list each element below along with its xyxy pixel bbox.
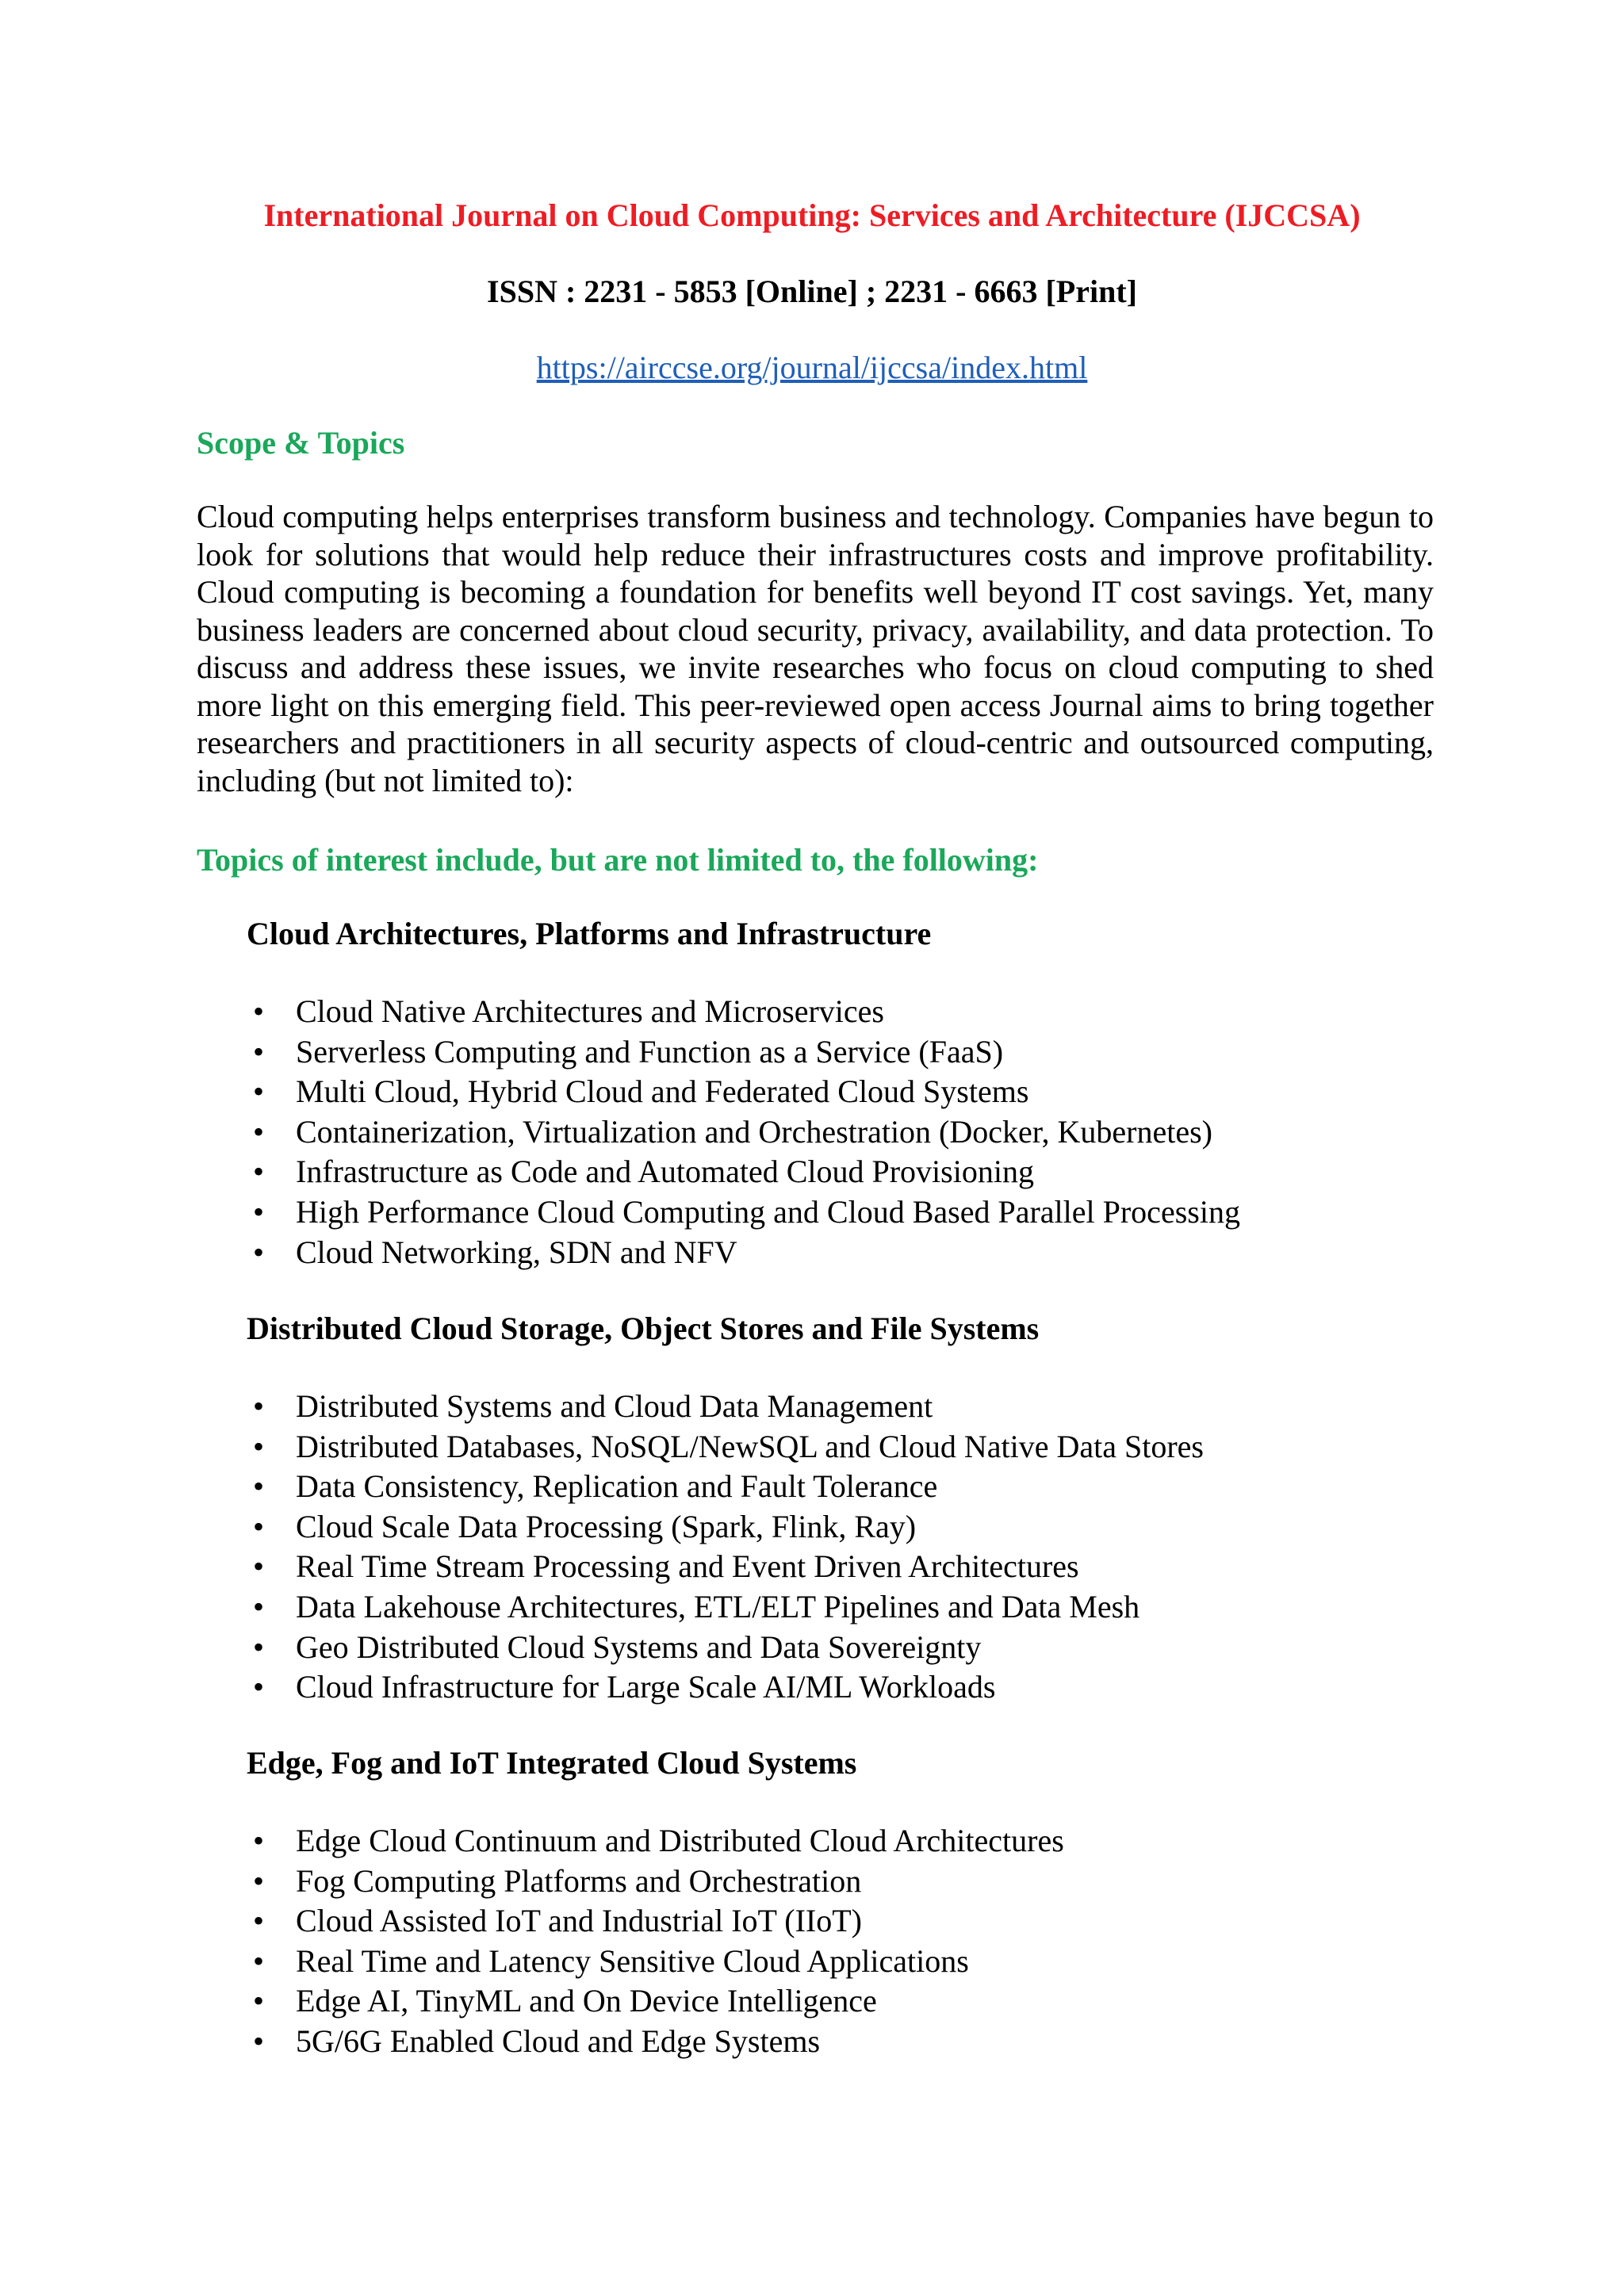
list-item-text: Data Consistency, Replication and Fault Tolerance (296, 1468, 938, 1505)
list-item-text: Real Time and Latency Sensitive Cloud Applications (296, 1942, 969, 1979)
list-item-text: Cloud Networking, SDN and NFV (296, 1234, 737, 1270)
bullet-icon: • (253, 1942, 265, 1979)
topic-list-architectures (247, 992, 1240, 1272)
bullet-icon: • (253, 2022, 265, 2059)
bullet-icon: • (253, 1234, 265, 1270)
list-item (247, 1032, 1240, 1073)
bullet-icon: • (253, 1388, 265, 1424)
list-item-text: Containerization, Virtualization and Orchestration (Docker, Kubernetes) (296, 1113, 1212, 1150)
list-item (247, 1427, 1204, 1468)
topic-list-storage (247, 1387, 1204, 1708)
list-item-text: Distributed Systems and Cloud Data Management (296, 1388, 933, 1424)
list-item (247, 1387, 1204, 1427)
list-item-text: Distributed Databases, NoSQL/NewSQL and Cloud Native Data Stores (296, 1428, 1204, 1464)
list-item (247, 1152, 1240, 1192)
bullet-icon: • (253, 1548, 265, 1585)
list-item (247, 1667, 1204, 1708)
topics-heading: Topics of interest include, but are not limited to, the following: (197, 842, 1039, 878)
scope-heading: Scope & Topics (197, 425, 405, 461)
list-item-text: Edge Cloud Continuum and Distributed Cloud Architectures (296, 1823, 1064, 1858)
bullet-icon: • (253, 1508, 265, 1544)
list-item-text: Data Lakehouse Architectures, ETL/ELT Pipelines and Data Mesh (296, 1588, 1140, 1624)
bullet-icon: • (253, 1669, 265, 1705)
scope-paragraph: Cloud computing helps enterprises transform business and technology. Companies have begun to look for solutions that would help reduce their infrastructures costs and improve profitability. Cloud computing is becoming a foundation for benefits well beyond IT cost savings. Yet, many business leaders are concerned about cloud security, privacy, availability, and data protection. To discuss and address these issues, we invite researches who focus on cloud computing to shed more light on this emerging field. This peer-reviewed open access Journal aims to bring together researchers and practitioners in all security aspects of cloud-centric and outsourced computing, including (but not limited to): (197, 499, 1434, 798)
topic-list-edge (247, 1821, 1064, 2062)
bullet-icon: • (253, 993, 265, 1029)
list-item (247, 1467, 1204, 1507)
bullet-icon: • (253, 1468, 265, 1505)
bullet-icon: • (253, 1628, 265, 1665)
list-item (247, 1942, 1064, 1982)
list-item (247, 1587, 1204, 1628)
list-item (247, 1192, 1240, 1233)
section-heading-storage: Distributed Cloud Storage, Object Stores and File Systems (247, 1311, 1040, 1346)
list-item (247, 992, 1240, 1032)
list-item (247, 1981, 1064, 2022)
list-item-text: 5G/6G Enabled Cloud and Edge Systems (296, 2022, 821, 2059)
bullet-icon: • (253, 1154, 265, 1190)
bullet-icon: • (253, 1823, 265, 1858)
list-item-text: Infrastructure as Code and Automated Cloud Provisioning (296, 1154, 1034, 1190)
list-item (247, 1072, 1240, 1112)
bullet-icon: • (253, 1113, 265, 1150)
section-heading-architectures: Cloud Architectures, Platforms and Infrastructure (247, 916, 932, 951)
bullet-icon: • (253, 1588, 265, 1624)
list-item-text: Edge AI, TinyML and On Device Intelligence (296, 1983, 877, 2019)
issn-line: ISSN : 2231 - 5853 [Online] ; 2231 - 6663 [Print] (487, 274, 1137, 309)
list-item (247, 1862, 1064, 1902)
list-item (247, 2022, 1064, 2062)
bullet-icon: • (253, 1983, 265, 2019)
list-item-text: Geo Distributed Cloud Systems and Data Sovereignty (296, 1628, 982, 1665)
list-item-text: High Performance Cloud Computing and Cloud Based Parallel Processing (296, 1193, 1240, 1230)
list-item-text: Cloud Infrastructure for Large Scale AI/ML Workloads (296, 1669, 996, 1705)
bullet-icon: • (253, 1903, 265, 1939)
section-heading-edge: Edge, Fog and IoT Integrated Cloud Systems (247, 1745, 857, 1781)
list-item-text: Fog Computing Platforms and Orchestration (296, 1862, 862, 1899)
bullet-icon: • (253, 1428, 265, 1464)
list-item (247, 1628, 1204, 1668)
list-item-text: Cloud Scale Data Processing (Spark, Flink, Ray) (296, 1508, 917, 1544)
list-item (247, 1821, 1064, 1862)
bullet-icon: • (253, 1193, 265, 1230)
list-item (247, 1547, 1204, 1587)
list-item-text: Cloud Native Architectures and Microservices (296, 993, 884, 1029)
journal-url-link[interactable]: https://airccse.org/journal/ijccsa/index.html (536, 350, 1088, 385)
bullet-icon: • (253, 1073, 265, 1110)
journal-url-line (0, 349, 1624, 387)
list-item (247, 1233, 1240, 1273)
list-item (247, 1507, 1204, 1548)
list-item-text: Real Time Stream Processing and Event Driven Architectures (296, 1548, 1079, 1585)
list-item (247, 1112, 1240, 1153)
list-item (247, 1901, 1064, 1942)
list-item-text: Cloud Assisted IoT and Industrial IoT (IIoT) (296, 1903, 862, 1939)
list-item-text: Multi Cloud, Hybrid Cloud and Federated Cloud Systems (296, 1073, 1029, 1110)
journal-title: International Journal on Cloud Computing: Services and Architecture (IJCCSA) (263, 197, 1361, 233)
list-item-text: Serverless Computing and Function as a Service (FaaS) (296, 1033, 1004, 1070)
bullet-icon: • (253, 1862, 265, 1899)
bullet-icon: • (253, 1033, 265, 1070)
